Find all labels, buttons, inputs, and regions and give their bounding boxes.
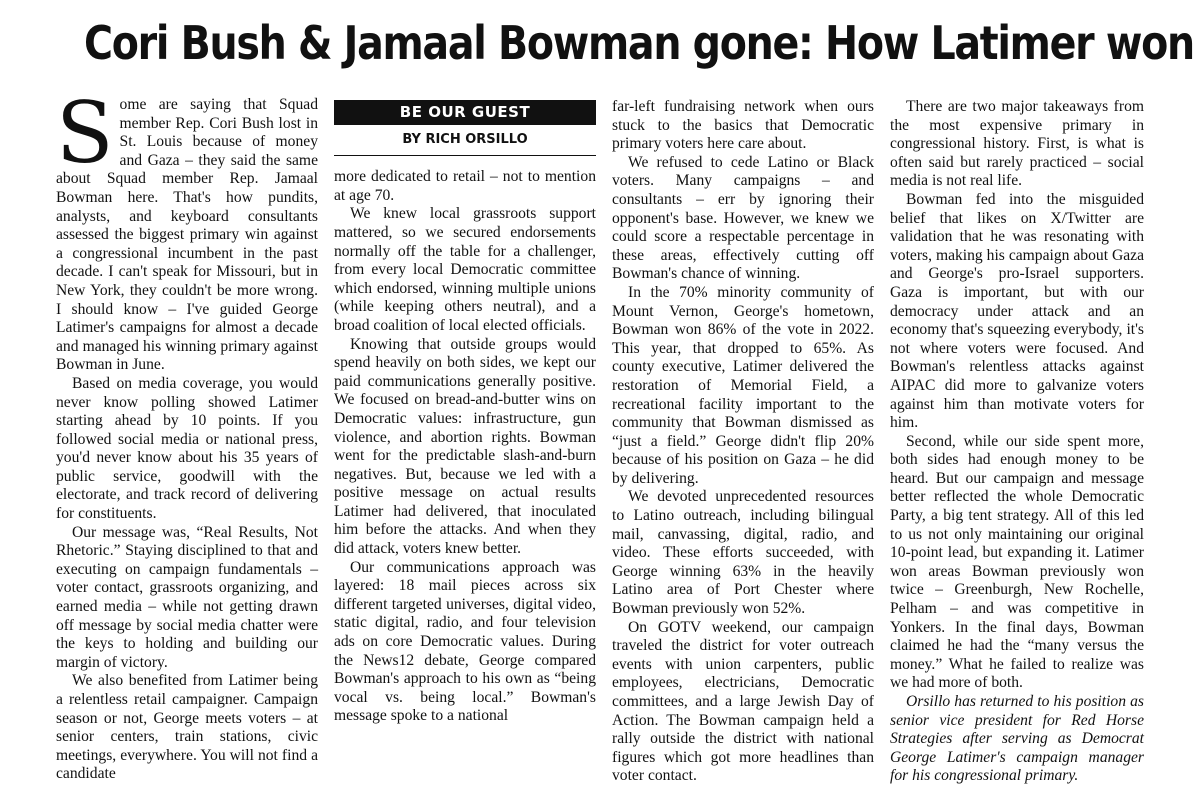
paragraph: In the 70% minority community of Mount Vernon, George's hometown, Bowman won 86% of the vote in 2022. This year, that dropped to 65%. As county executive, Latimer delivered the restoration of Memorial Field, a recreational facility important to the community that Bowman dismissed as “just a field.” George didn't flip 20% because of his position on Gaza – he did by delivering. (612, 283, 874, 487)
paragraph: Bowman fed into the misguided belief that likes on X/Twitter are validation that he was resonating with voters, making his campaign about Gaza and George's pro-Israel supporters. Gaza is important, but with our democracy under attack and an economy that's squeezing everybody, it's not where voters were focused. And Bowman's relentless attacks against AIPAC did more to galvanize voters against him than motivate voters for him. (890, 190, 1144, 432)
column-4 (890, 98, 1144, 786)
column-2 (334, 100, 596, 726)
author-bio: Orsillo has returned to his position as senior vice president for Red Horse Strategies after serving as Democrat George Latimer's campaign manager for his congressional primary. (890, 693, 1144, 785)
paragraph: Based on media coverage, you would never know polling showed Latimer starting ahead by 10 points. If you followed social media or national press, you'd never know about his 35 years of public service, goodwill with the electorate, and track record of delivering for constituents. (56, 374, 318, 523)
paragraph-text: ome are saying that Squad member Rep. Cori Bush lost in St. Louis because of money and Gaza – they said the same about Squad member Rep. Jamaal Bowman here. That's how pundits, analysts, and keyboard consultants assessed the biggest primary win against a congressional incumbent in the past decade. I can't speak for Missouri, but in New York, they couldn't be more wrong. I should know – I've guided George Latimer's campaigns for almost a decade and managed his winning primary against Bowman in June. (56, 96, 318, 374)
column-1 (56, 84, 318, 784)
paragraph: We also benefited from Latimer being a relentless retail campaigner. Campaign season or not, George meets voters – at senior centers, train stations, civic meetings, everywhere. You will not find a candidate (56, 672, 318, 783)
drop-cap: S (56, 84, 114, 182)
paragraph: We refused to cede Latino or Black voters. Many campaigns – and consultants – err by ignoring their opponent's base. However, we knew we could score a respectable percentage in these areas, effectively cutting off Bowman's chance of winning. (612, 153, 874, 283)
section-header (334, 100, 596, 156)
paragraph: Our communications approach was layered: 18 mail pieces across six different targeted universes, digital video, static digital, radio, and four television ads on core Democratic values. During the News12 debate, George compared Bowman's approach to his own as “being vocal vs. being local.” Bowman's message spoke to a national (334, 558, 596, 725)
paragraph: far-left fundraising network when ours stuck to the basics that Democratic primary voters here care about. (612, 98, 874, 153)
paragraph: Knowing that outside groups would spend heavily on both sides, we kept our paid communications generally positive. We focused on bread-and-butter wins on Democratic values: infrastructure, gun violence, and abortion rights. Bowman went for the predictable slash-and-burn negatives. But, because we led with a positive message on actual results Latimer had delivered, that inoculated him before the attacks. And when they did attack, voters knew better. (334, 335, 596, 558)
paragraph: We knew local grassroots support mattered, so we secured endorsements normally off the table for a challenger, from every local Democratic committee which endorsed, winning multiple unions (while keeping others neutral), and a broad coalition of local elected officials. (334, 205, 596, 334)
paragraph: We devoted unprecedented resources to Latino outreach, including bilingual mail, canvassing, digital, radio, and video. These efforts succeeded, with George winning 63% in the heavily Latino area of Port Chester where Bowman previously won 52%. (612, 488, 874, 618)
paragraph: On GOTV weekend, our campaign traveled the district for voter outreach events with union carpenters, public employees, electricians, Democratic committees, and a large Jewish Day of Action. The Bowman campaign held a rally outside the district with national figures which got more headlines than voter contact. (612, 618, 874, 785)
paragraph (56, 84, 318, 375)
byline: BY RICH ORSILLO (334, 125, 596, 157)
paragraph: more dedicated to retail – not to mention at age 70. (334, 168, 596, 204)
column-3 (612, 98, 874, 786)
paragraph: Our message was, “Real Results, Not Rhetoric.” Staying disciplined to that and executing on campaign fundamentals – voter contact, grassroots organizing, and earned media – while not getting drawn off message by social media chatter were the keys to holding and building our margin of victory. (56, 523, 318, 671)
section-banner: BE OUR GUEST (334, 100, 596, 125)
headline: Cori Bush & Jamaal Bowman gone: How Latimer won (84, 16, 1194, 70)
paragraph: There are two major takeaways from the most expensive primary in congressional history. First, is what is often said but rarely practiced – social media is not real life. (890, 98, 1144, 190)
paragraph: Second, while our side spent more, both sides had enough money to be heard. But our campaign and message better reflected the whole Democratic Party, a big tent strategy. All of this led to us not only maintaining our original 10-point lead, but expanding it. Latimer won areas Bowman previously won twice – Greenburgh, New Rochelle, Pelham – and was competitive in Yonkers. In the final days, Bowman claimed he had the “many versus the money.” What he failed to realize was we had more of both. (890, 432, 1144, 692)
